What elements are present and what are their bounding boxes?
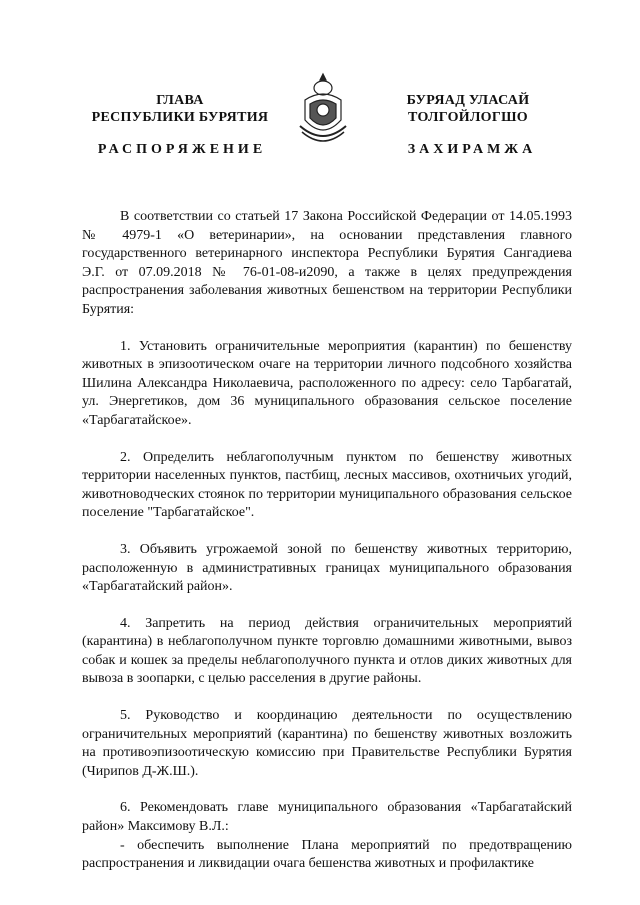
item-6-paragraph: 6. Рекомендовать главе муниципального образования «Тарбагатайский район» Максимову В.Л.:	[82, 800, 572, 835]
header-right-line1: БУРЯАД УЛАСАЙ	[406, 93, 530, 108]
item-2-paragraph: 2. Определить неблагополучным пунктом по бешенству животных территории населенных пунктов, пастбищ, лесных массивов, охотничьих угодий, животноводческих стоянок по территории муниципального образования сельское поселение "Тарбагатайское".	[82, 449, 572, 521]
document-body	[82, 208, 572, 874]
coat-of-arms-icon	[296, 70, 350, 150]
header-left	[80, 92, 280, 126]
preamble-paragraph: В соответствии со статьей 17 Закона Российской Федерации от 14.05.1993 № 4979-1 «О ветеринарии», на основании представления главного государственного ветеринарного инспектора Республики Бурятия Сангадиева Э.Г. от 07.09.2018 № 76-01-08-и2090, а также в целях предупреждения распространения заболевания животных бешенством на территории Республики Бурятия:	[82, 209, 572, 317]
item-4-paragraph: 4. Запретить на период действия ограничительных мероприятий (карантина) в неблагополучном пункте торговлю домашними животными, вывоз собак и кошек за пределы неблагополучного пункта и отлов диких животных для вывоза в зоопарки, с целью расселения в другие районы.	[82, 615, 572, 687]
header-left-line1: ГЛАВА	[156, 93, 204, 108]
item-6-subitem: - обеспечить выполнение Плана мероприятий по предотвращению распространения и ликвидации очага бешенства животных и профилактике	[82, 837, 572, 872]
item-1-paragraph: 1. Установить ограничительные мероприятия (карантин) по бешенству животных в эпизоотическом очаге на территории личного подсобного хозяйства Шилина Александра Николаевича, расположенного по адресу: село Тарбагатай, ул. Энергетиков, дом 36 муниципального образования сельское поселение «Тарбагатайское».	[82, 338, 572, 428]
header-left-line2: РЕСПУБЛИКИ БУРЯТИЯ	[91, 110, 269, 125]
order-title-ru: РАСПОРЯЖЕНИЕ	[97, 142, 267, 157]
header-right	[368, 92, 568, 126]
header-right-line2: ТОЛГОЙЛОГШО	[408, 110, 528, 125]
item-5-paragraph: 5. Руководство и координацию деятельности по осуществлению ограничительных мероприятий (карантина) по бешенству животных возложить на противоэпизоотическую комиссию при Правительстве Республики Бурятия (Чирипов Д-Ж.Ш.).	[82, 708, 572, 779]
order-title-bua: ЗАХИРАМЖА	[407, 142, 537, 157]
item-3-paragraph: 3. Объявить угрожаемой зоной по бешенству животных территорию, расположенную в административных границах муниципального образования «Тарбагатайский район».	[82, 541, 572, 595]
